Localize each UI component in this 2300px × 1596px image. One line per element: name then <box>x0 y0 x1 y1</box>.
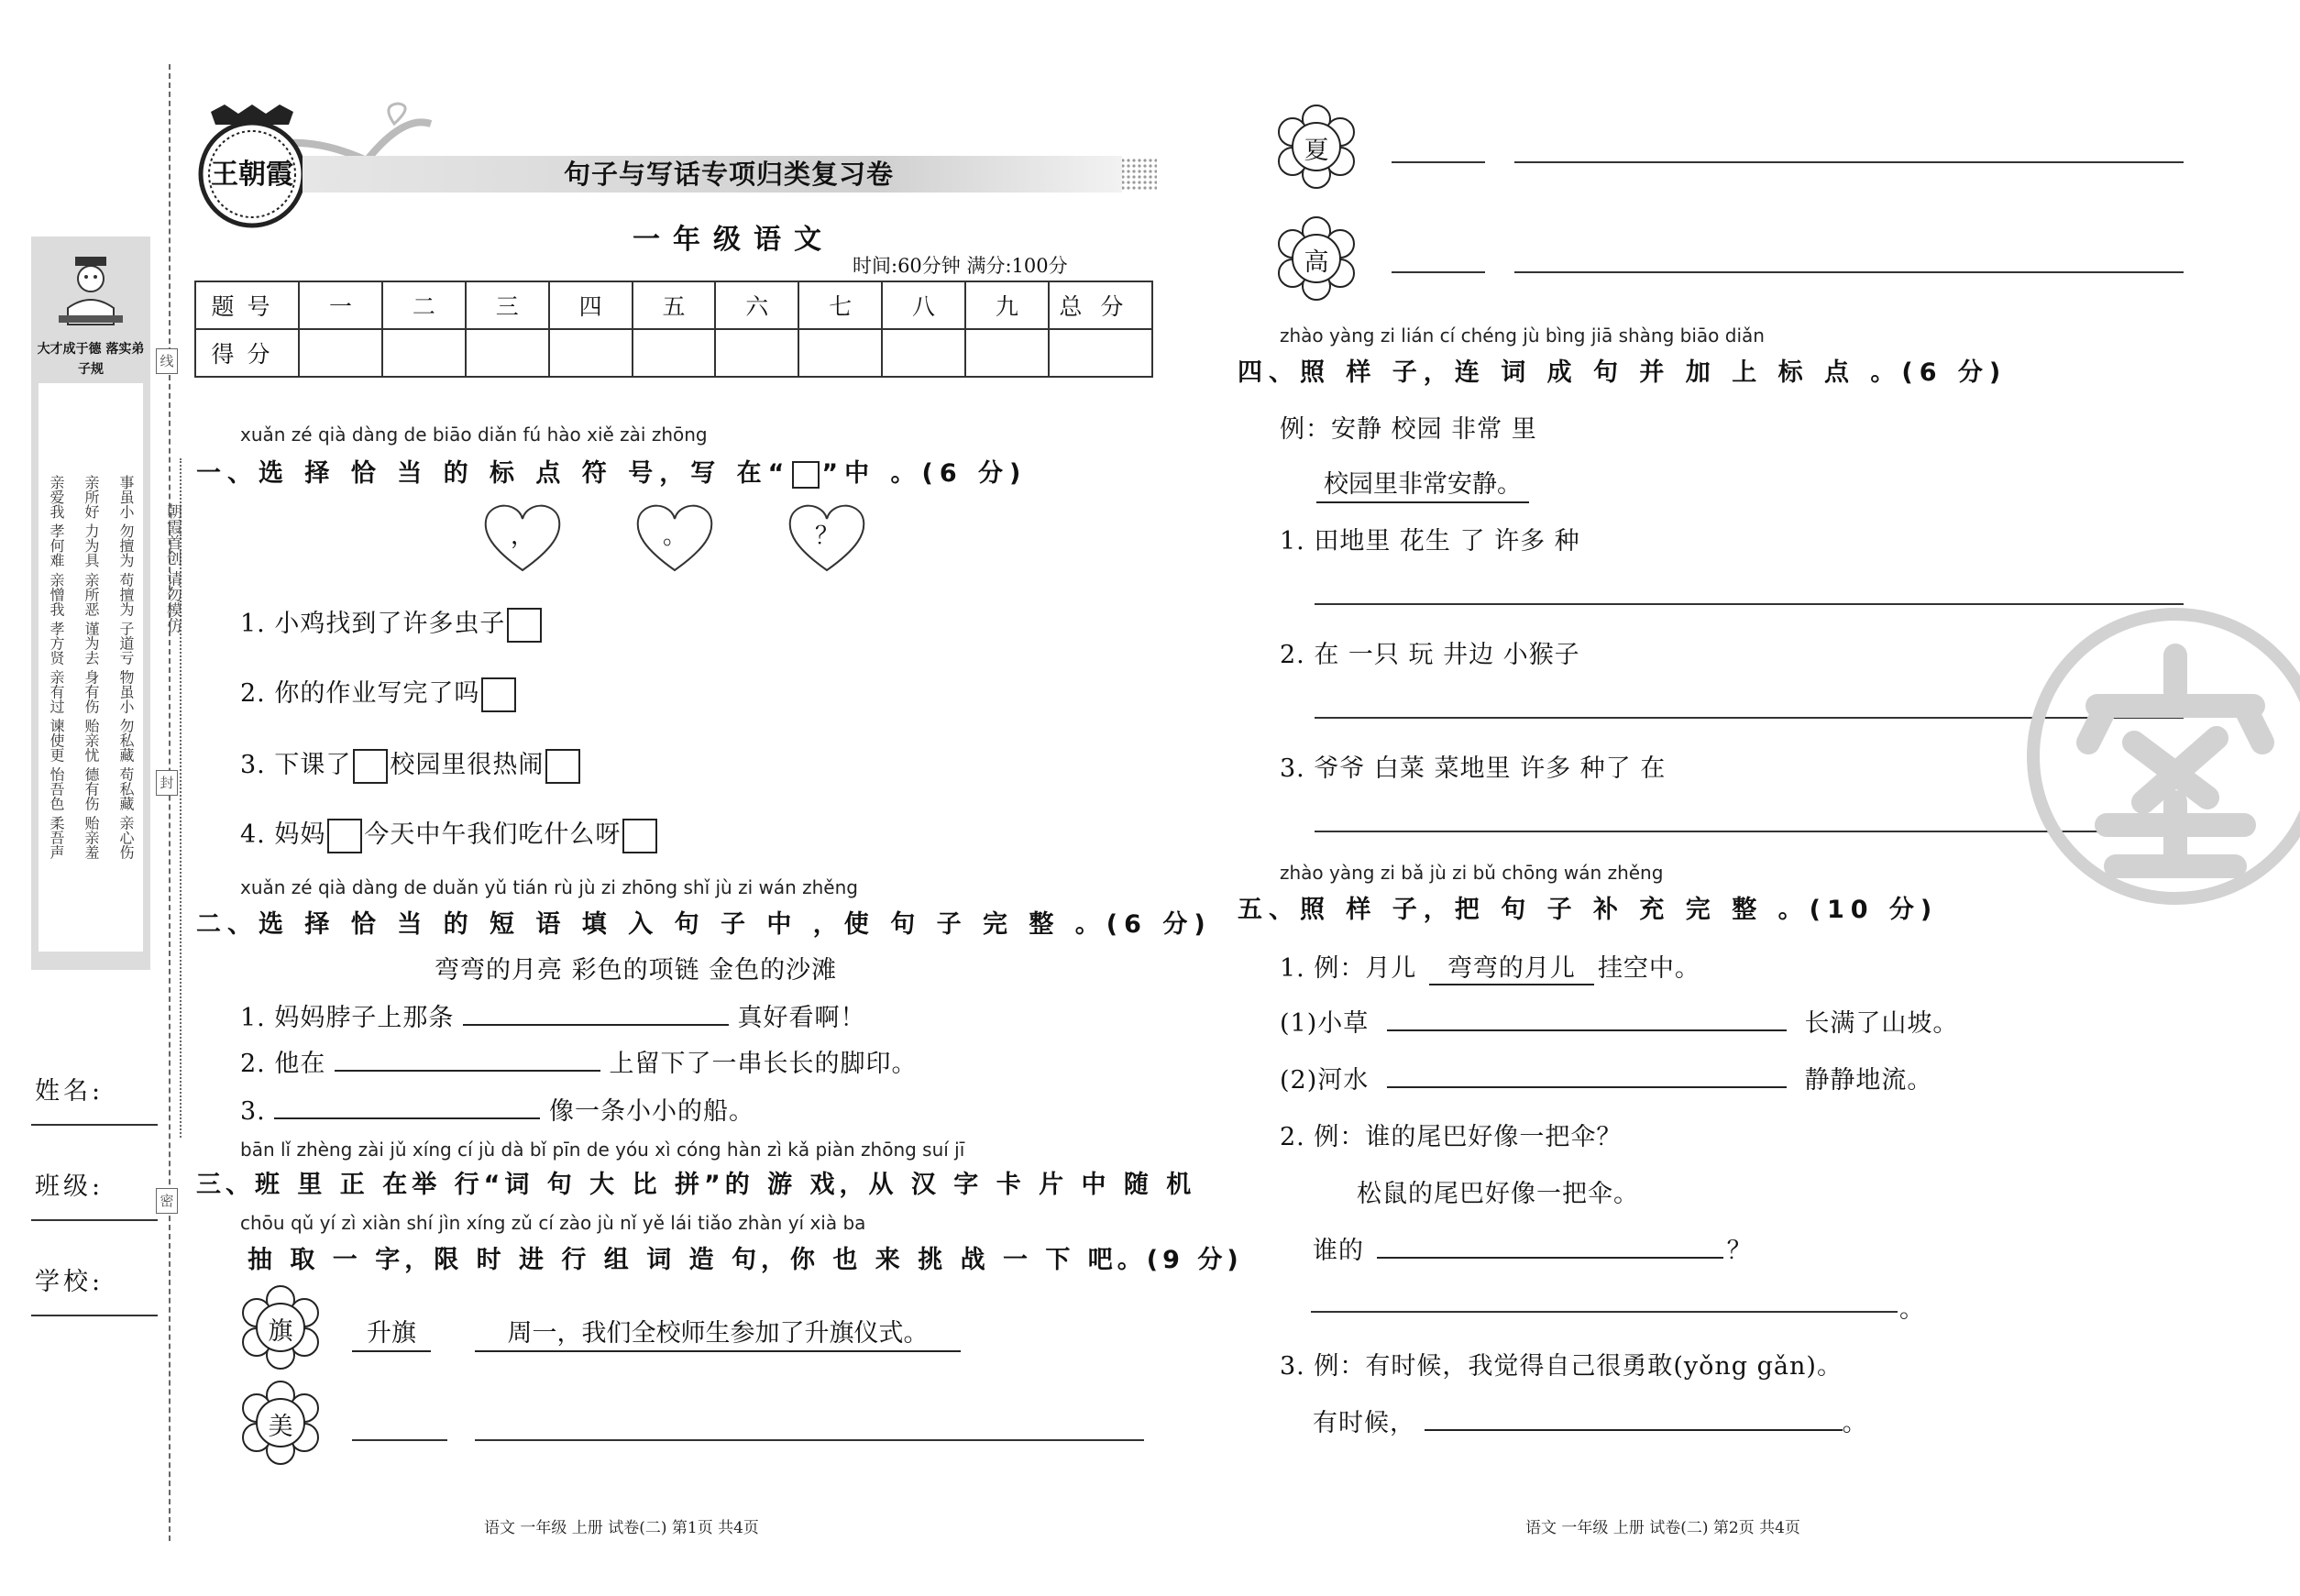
score-col-9: 九 <box>965 281 1049 329</box>
fill-blank[interactable] <box>1425 1407 1843 1431</box>
name-field[interactable] <box>31 1124 158 1126</box>
score-cell[interactable] <box>798 329 882 377</box>
q1-item-2 <box>240 673 518 712</box>
q4-item-3: 3. 爷爷 白菜 菜地里 许多 种了 在 <box>1280 754 1667 783</box>
q3-heading-2: 抽 取 一 字，限 时 进 行 组 词 造 句，你 也 来 挑 战 一 下 吧。(9 分) <box>248 1246 1243 1274</box>
q2-item-text: 3. <box>240 1097 266 1126</box>
sentence-line[interactable] <box>1514 161 2184 163</box>
q1-item-text: 2. 你的作业写完了吗 <box>240 679 480 708</box>
footer-page-1: 语文 一年级 上册 试卷(二) 第1页 共4页 <box>484 1519 759 1537</box>
q5-item-text: 。 <box>1842 1409 1868 1437</box>
word-line[interactable] <box>1392 271 1485 273</box>
q5-item-1b <box>1280 1060 1932 1095</box>
score-cell[interactable] <box>549 329 633 377</box>
q3-example-word: 升旗 <box>352 1313 431 1352</box>
seal-mark-line: 线 <box>156 348 178 374</box>
q5-item-2-example: 2. 例：谁的尾巴好像一把伞？ <box>1280 1123 1623 1151</box>
q2-item-2 <box>240 1043 918 1079</box>
score-col-5: 五 <box>633 281 716 329</box>
q2-item-text: 2. 他在 <box>240 1050 326 1078</box>
q2-heading: 二、选 择 恰 当 的 短 语 填 入 句 子 中 ，使 句 子 完 整 。(6 分) <box>196 910 1212 939</box>
q1-item-text: 校园里很热闹 <box>390 751 545 779</box>
flower-char: 夏 <box>1304 137 1329 165</box>
score-cell[interactable] <box>715 329 798 377</box>
sentence-line[interactable] <box>1514 271 2184 273</box>
answer-box[interactable] <box>622 819 657 853</box>
q1-pinyin: xuǎn zé qià dàng de biāo diǎn fú hào xiě zài zhōng <box>240 424 708 446</box>
q2-item-3 <box>240 1091 754 1127</box>
q2-item-1 <box>240 997 866 1033</box>
score-col-total: 总分 <box>1049 281 1152 329</box>
fill-blank[interactable] <box>274 1095 540 1119</box>
score-cell[interactable] <box>882 329 965 377</box>
q3-pinyin-2: chōu qǔ yí zì xiàn shí jìn xíng zǔ cí zào jù nǐ yě lái tiǎo zhàn yí xià ba <box>240 1212 866 1234</box>
flower-char: 旗 <box>268 1317 293 1346</box>
score-cell[interactable] <box>382 329 466 377</box>
school-label: 学校: <box>35 1268 105 1296</box>
word-line[interactable] <box>1392 161 1485 163</box>
dizigui-motto-panel <box>31 237 150 970</box>
flower-char: 美 <box>268 1413 293 1441</box>
q5-heading: 五、照 样 子，把 句 子 补 充 完 整 。(10 分) <box>1238 896 1939 924</box>
exam-title: 句子与写话专项归类复习卷 <box>563 159 894 190</box>
score-table-score-row <box>195 329 1152 377</box>
q2-item-text: 1. 妈妈脖子上那条 <box>240 1004 455 1032</box>
secret-seal-icon <box>2024 605 2300 908</box>
answer-box[interactable] <box>507 608 542 643</box>
q5-item-text: (1)小草 <box>1280 1009 1370 1038</box>
fill-blank[interactable] <box>1387 1007 1787 1031</box>
q3-heading-1: 三、班 里 正 在举 行“词 句 大 比 拼”的 游 戏，从 汉 字 卡 片 中 随 机 <box>196 1171 1196 1199</box>
q2-item-text: 像一条小小的船。 <box>548 1097 754 1126</box>
q1-item-text: 今天中午我们吃什么呀 <box>364 820 622 849</box>
publisher-logo <box>193 103 312 231</box>
score-col-7: 七 <box>798 281 882 329</box>
q5-item-2-end: 。 <box>1899 1295 1925 1324</box>
q4-item-1: 1. 田地里 花生 了 许多 种 <box>1280 527 1580 556</box>
answer-box[interactable] <box>327 819 362 853</box>
score-col-3: 三 <box>466 281 549 329</box>
q2-pinyin: xuǎn zé qià dàng de duǎn yǔ tián rù jù zi zhōng shǐ jù zi wán zhěng <box>240 876 858 898</box>
score-col-2: 二 <box>382 281 466 329</box>
q5-item-1 <box>1280 948 1700 985</box>
q3-example-sentence: 周一，我们全校师生参加了升旗仪式。 <box>475 1313 961 1352</box>
score-table-header-row <box>195 281 1152 329</box>
q1-item-3 <box>240 744 582 784</box>
fill-blank[interactable] <box>1377 1235 1723 1259</box>
q5-item-text: (2)河水 <box>1280 1066 1370 1095</box>
q5-item-3-fill <box>1313 1403 1868 1438</box>
q5-item-2-answer: 松鼠的尾巴好像一把伞。 <box>1357 1180 1639 1208</box>
motto-column-1: 亲爱我 孝何难 亲憎我 孝方贤 亲有过 谏使更 怡吾色 柔吾声 <box>48 475 65 860</box>
answer-box[interactable] <box>353 749 388 784</box>
score-col-4: 四 <box>549 281 633 329</box>
sentence-line[interactable] <box>475 1439 1144 1441</box>
flower-card-qi <box>238 1285 323 1370</box>
q5-item-text: 静静地流。 <box>1804 1066 1933 1095</box>
answer-line[interactable] <box>1311 1311 1898 1313</box>
seal-mark-secret: 密 <box>156 1188 178 1214</box>
q5-item-1a <box>1280 1003 1958 1039</box>
q5-item-text: 挂空中。 <box>1597 954 1700 983</box>
binding-line <box>169 64 171 1541</box>
copyright-note: 朝霞首创 请勿模仿 <box>163 503 182 633</box>
q2-item-text: 真好看啊！ <box>737 1004 866 1032</box>
q5-pinyin: zhào yàng zi bǎ jù zi bǔ chōng wán zhěng <box>1280 862 1664 884</box>
q4-heading: 四、照 样 子，连 词 成 句 并 加 上 标 点 。(6 分) <box>1238 358 2008 387</box>
score-col-6: 六 <box>715 281 798 329</box>
motto-column-2: 亲所好 力为具 亲所恶 谨为去 身有伤 贻亲忧 德有伤 贻亲羞 <box>83 475 100 860</box>
seal-mark-seal: 封 <box>156 770 178 796</box>
flower-char: 高 <box>1304 248 1329 277</box>
name-label: 姓名: <box>35 1077 105 1106</box>
q2-item-text: 上留下了一串长长的脚印。 <box>609 1050 918 1078</box>
score-table-row-label: 题号 <box>195 281 299 329</box>
answer-box[interactable] <box>545 749 580 784</box>
q5-item-3-example: 3. 例：有时候，我觉得自己很勇敢(yǒng gǎn)。 <box>1280 1352 1843 1381</box>
score-col-1: 一 <box>299 281 382 329</box>
score-table-row-label: 得分 <box>195 329 299 377</box>
motto-column-3: 事虽小 勿擅为 苟擅为 子道亏 物虽小 勿私藏 苟私藏 亲心伤 <box>117 475 135 860</box>
motto-body <box>39 383 143 952</box>
score-cell[interactable] <box>466 329 549 377</box>
q4-example: 例：安静 校园 非常 里 <box>1280 415 1537 444</box>
svg-text:王朝霞: 王朝霞 <box>211 159 293 191</box>
fill-blank[interactable] <box>1387 1064 1787 1088</box>
answer-box-icon <box>792 461 820 489</box>
scholar-icon <box>50 251 132 334</box>
heart-question <box>787 501 867 574</box>
score-col-8: 八 <box>882 281 965 329</box>
fill-blank[interactable] <box>463 1002 729 1026</box>
q1-heading-text-b: ”中 。(6 分) <box>821 459 1028 488</box>
heart-label: ， <box>510 523 534 550</box>
q5-item-2-fill <box>1313 1230 1753 1266</box>
q1-item-text: 1. 小鸡找到了许多虫子 <box>240 610 506 638</box>
flower-card-mei <box>238 1381 323 1465</box>
heart-label: 。 <box>662 523 687 550</box>
subject-title: 一年级语文 <box>633 224 834 256</box>
q1-item-text: 3. 下课了 <box>240 751 352 779</box>
word-line[interactable] <box>352 1439 447 1441</box>
q5-item1-answer: 弯弯的月儿 <box>1429 948 1594 985</box>
q1-item-4 <box>240 814 659 853</box>
q1-heading <box>196 453 1027 489</box>
q5-item-text: 谁的 <box>1313 1237 1364 1265</box>
answer-box[interactable] <box>481 677 516 712</box>
heart-comma <box>482 501 563 574</box>
fill-blank[interactable] <box>335 1048 600 1072</box>
time-and-score-info: 时间:60分钟 满分:100分 <box>853 255 1068 277</box>
motto-caption: 大才成于德 落实弟子规 <box>37 342 145 377</box>
q5-item-text: 1. 例：月儿 <box>1280 954 1417 983</box>
flower-card-xia <box>1274 105 1359 189</box>
class-field[interactable] <box>31 1219 158 1221</box>
score-cell[interactable] <box>1049 329 1152 377</box>
score-cell[interactable] <box>965 329 1049 377</box>
score-cell[interactable] <box>299 329 382 377</box>
q1-heading-text-a: 一、选 择 恰 当 的 标 点 符 号，写 在“ <box>196 459 791 488</box>
score-cell[interactable] <box>633 329 716 377</box>
q5-item-text: 有时候， <box>1313 1409 1415 1437</box>
flower-card-gao <box>1274 216 1359 301</box>
heart-period <box>634 501 715 574</box>
q4-example-answer: 校园里非常安静。 <box>1316 464 1529 503</box>
class-label: 班级: <box>35 1172 105 1201</box>
q4-item-2: 2. 在 一只 玩 井边 小猴子 <box>1280 641 1580 669</box>
q1-item-1 <box>240 603 544 643</box>
q2-options: 弯弯的月亮 彩色的项链 金色的沙滩 <box>435 956 838 985</box>
heart-label: ？ <box>814 523 839 550</box>
q5-item-text: ？ <box>1726 1237 1753 1265</box>
school-field[interactable] <box>31 1315 158 1316</box>
q4-pinyin: zhào yàng zi lián cí chéng jù bìng jiā shàng biāo diǎn <box>1280 325 1765 347</box>
q5-item-text: 长满了山坡。 <box>1804 1009 1959 1038</box>
q1-item-text: 4. 妈妈 <box>240 820 326 849</box>
footer-page-2: 语文 一年级 上册 试卷(二) 第2页 共4页 <box>1525 1519 1800 1537</box>
q3-pinyin-1: bān lǐ zhèng zài jǔ xíng cí jù dà bǐ pīn de yóu xì cóng hàn zì kǎ piàn zhōng suí jī <box>240 1139 965 1161</box>
score-table <box>194 281 1153 378</box>
